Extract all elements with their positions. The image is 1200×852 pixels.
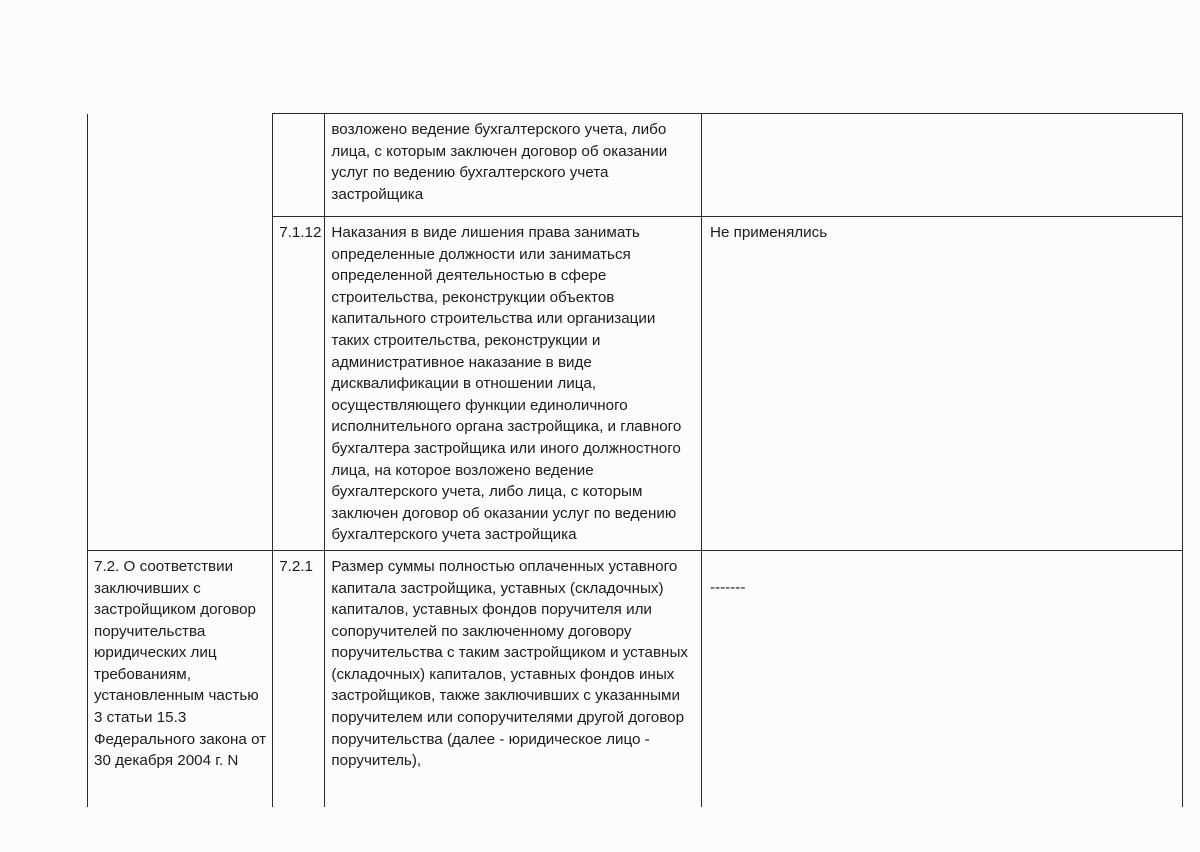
item-value-cell [702, 114, 1183, 217]
item-value-cell: ------- [702, 550, 1183, 807]
item-number-cell [273, 114, 325, 217]
section-cell [88, 217, 273, 551]
item-description-cell: возложено ведение бухгалтерского учета, либо лица, с которым заключен договор об оказании услуг по ведению бухгалтерского учета застройщика [325, 114, 702, 217]
section-cell: 7.2. О соответствии заключивших с застройщиком договор поручительства юридических лиц требованиям, установленным частью 3 статьи 15.3 Федерального закона от 30 декабря 2004 г. N [88, 550, 273, 807]
table-row [88, 217, 1183, 551]
item-description-cell: Размер суммы полностью оплаченных уставного капитала застройщика, уставных (складочных) капиталов, уставных фондов поручителя или сопоручителей по заключенному договору поручительства с таким застройщиком и уставных (складочных) капиталов, уставных фондов иных застройщиков, также заключивших с указанными поручителем или сопоручителями другой договор поручительства (далее - юридическое лицо - поручитель), [325, 550, 702, 807]
item-number-cell: 7.2.1 [273, 550, 325, 807]
item-description-cell: Наказания в виде лишения права занимать определенные должности или заниматься определенной деятельностью в сфере строительства, реконструкции объектов капитального строительства или организации таких строительства, реконструкции и административное наказание в виде дисквалификации в отношении лица, осуществляющего функции единоличного исполнительного органа застройщика, и главного бухгалтера застройщика или иного должностного лица, на которое возложено ведение бухгалтерского учета, либо лица, с которым заключен договор об оказании услуг по ведению бухгалтерского учета застройщика [325, 217, 702, 551]
item-number-cell: 7.1.12 [273, 217, 325, 551]
section-cell [88, 114, 273, 217]
disclosure-table [87, 113, 1183, 807]
table-row [88, 550, 1183, 807]
item-value-cell: Не применялись [702, 217, 1183, 551]
table-row [88, 114, 1183, 217]
